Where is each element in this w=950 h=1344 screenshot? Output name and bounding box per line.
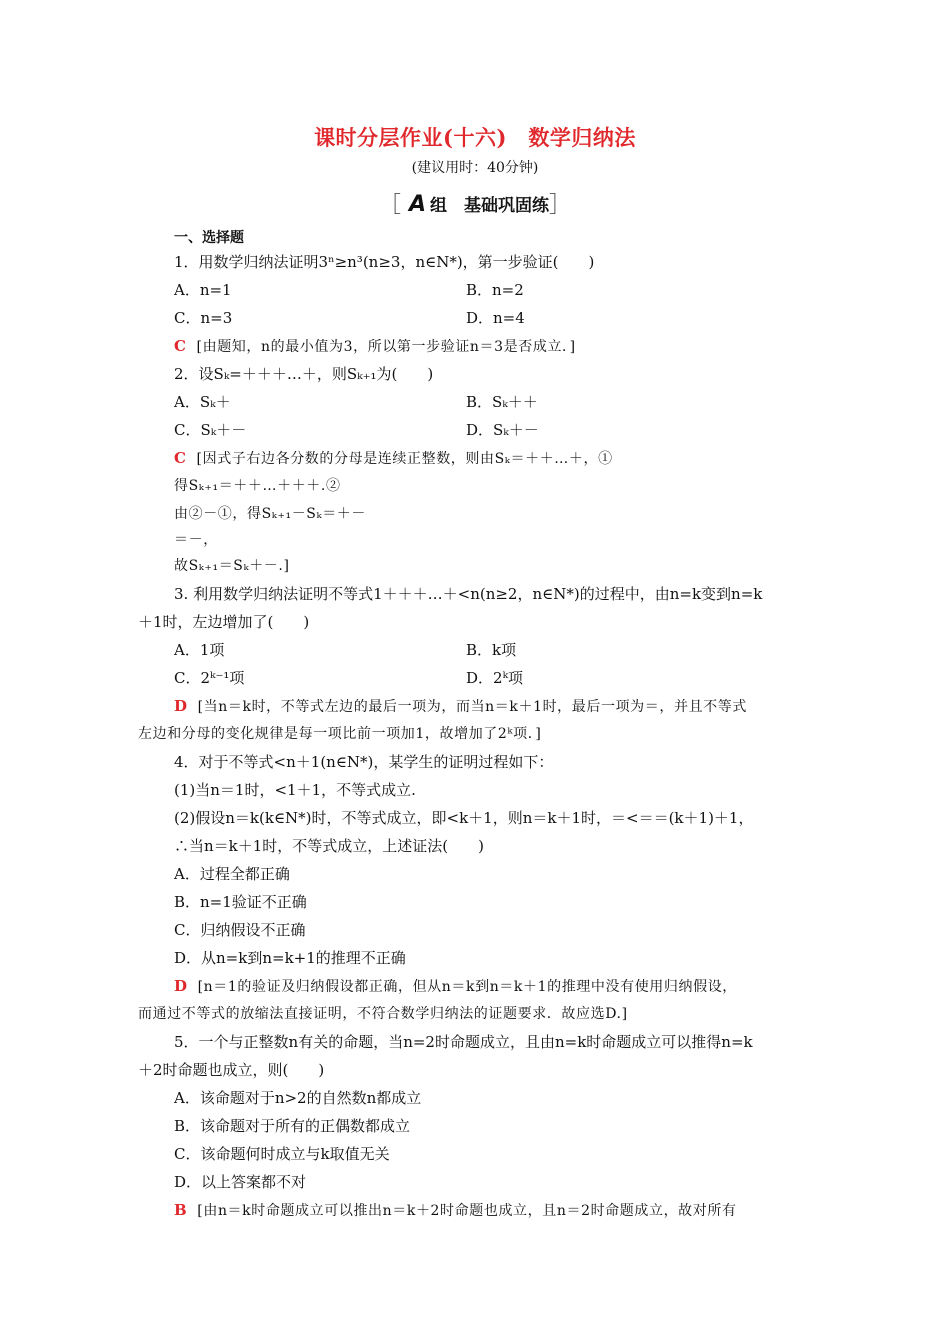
group-right-bracket: ］: [549, 193, 572, 218]
q1-stem: 1．用数学归纳法证明3ⁿ≥n³(n≥3，n∈N*)，第一步验证( ): [174, 253, 595, 271]
q1-option-a: A．n=1: [174, 281, 232, 299]
q2-option-b: B．Sₖ＋＋: [466, 393, 538, 411]
q1-answer: [174, 336, 576, 357]
q2-option-a: A．Sₖ＋: [174, 393, 231, 411]
q4-option-a: A．过程全都正确: [174, 865, 290, 883]
q4-option-c: C．归纳假设不正确: [174, 921, 306, 939]
q3-explanation-2: 左边和分母的变化规律是每一项比前一项加1，故增加了2ᵏ项．]: [138, 726, 542, 742]
q3-option-c: C．2ᵏ⁻¹项: [174, 669, 245, 687]
q3-answer-key: D: [174, 697, 188, 715]
q5-stem-1: 5．一个与正整数n有关的命题，当n=2时命题成立，且由n=k时命题成立可以推得n=k: [174, 1033, 753, 1051]
q3-stem-1: 3. 利用数学归纳法证明不等式1＋＋＋…＋<n(n≥2，n∈N*)的过程中，由n=k变到n=k: [174, 585, 763, 603]
q1-option-c: C．n=3: [174, 309, 233, 327]
q5-answer-key: B: [174, 1201, 188, 1219]
q2-option-c: C．Sₖ＋－: [174, 421, 247, 439]
q4-proof-step-2: (2)假设n＝k(k∈N*)时，不等式成立，即<k＋1，则n＝k＋1时，＝<＝＝(k＋1)＋1，: [174, 809, 754, 827]
q5-option-d: D．以上答案都不对: [174, 1173, 307, 1191]
q5-explanation-1: [由n＝k时命题成立可以推出n＝k＋2时命题也成立，且n＝2时命题成立，故对所有: [197, 1203, 737, 1219]
group-left-bracket: ［: [378, 193, 401, 218]
q1-option-d: D．n=4: [466, 309, 525, 327]
group-title: 组 基础巩固练: [430, 196, 550, 216]
q4-explanation-2: 而通过不等式的放缩法直接证明，不符合数学归纳法的证题要求．故应选D.]: [138, 1006, 628, 1022]
q2-explanation-2: 得Sₖ₊₁＝＋＋…＋＋＋.②: [174, 478, 341, 494]
q4-proof-step-1: (1)当n＝1时，<1＋1，不等式成立.: [174, 781, 416, 799]
q5-stem-2: ＋2时命题也成立，则( ): [138, 1061, 325, 1079]
q4-option-d: D．从n=k到n=k+1的推理不正确: [174, 949, 406, 967]
q4-stem: 4．对于不等式<n＋1(n∈N*)，某学生的证明过程如下：: [174, 753, 554, 771]
q2-answer: [174, 448, 613, 469]
group-letter: A: [408, 192, 427, 217]
q4-answer: [174, 976, 737, 997]
q3-option-d: D．2ᵏ项: [466, 669, 524, 687]
q2-explanation-3: 由②－①，得Sₖ₊₁－Sₖ＝＋－: [174, 506, 366, 522]
q2-option-d: D．Sₖ＋－: [466, 421, 539, 439]
q1-option-b: B．n=2: [466, 281, 524, 299]
q3-answer: [174, 696, 747, 717]
q4-proof-conclusion: ∴当n＝k＋1时，不等式成立，上述证法( ): [174, 837, 484, 855]
q2-explanation-1: [因式子右边各分数的分母是连续正整数，则由Sₖ＝＋＋…＋，①: [196, 451, 613, 467]
q2-explanation-5: 故Sₖ₊₁＝Sₖ＋－.]: [174, 558, 290, 574]
q1-explanation: [由题知，n的最小值为3，所以第一步验证n＝3是否成立．]: [196, 339, 576, 355]
q5-answer: [174, 1200, 737, 1221]
q1-answer-key: C: [174, 337, 187, 355]
q5-option-a: A．该命题对于n>2的自然数n都成立: [174, 1089, 422, 1107]
q2-stem: 2．设Sₖ=＋＋＋…＋，则Sₖ₊₁为( ): [174, 365, 434, 383]
suggested-time: (建议用时：40分钟): [411, 160, 539, 176]
q2-explanation-4: ＝－，: [174, 532, 218, 548]
section-heading: 一、选择题: [174, 230, 244, 246]
q4-option-b: B．n=1验证不正确: [174, 893, 307, 911]
q4-explanation-1: [n＝1的验证及归纳假设都正确，但从n＝k到n＝k＋1的推理中没有使用归纳假设，: [197, 979, 737, 995]
q4-answer-key: D: [174, 977, 188, 995]
q3-stem-2: ＋1时，左边增加了( ): [138, 613, 310, 631]
q3-option-b: B．k项: [466, 641, 517, 659]
page-title: 课时分层作业(十六) 数学归纳法: [314, 125, 636, 150]
q5-option-c: C．该命题何时成立与k取值无关: [174, 1145, 390, 1163]
q3-option-a: A．1项: [174, 641, 225, 659]
q5-option-b: B．该命题对于所有的正偶数都成立: [174, 1117, 411, 1135]
q3-explanation-1: [当n＝k时，不等式左边的最后一项为，而当n＝k＋1时，最后一项为＝，并且不等式: [197, 699, 747, 715]
group-heading: [0, 188, 950, 219]
q2-answer-key: C: [174, 449, 187, 467]
